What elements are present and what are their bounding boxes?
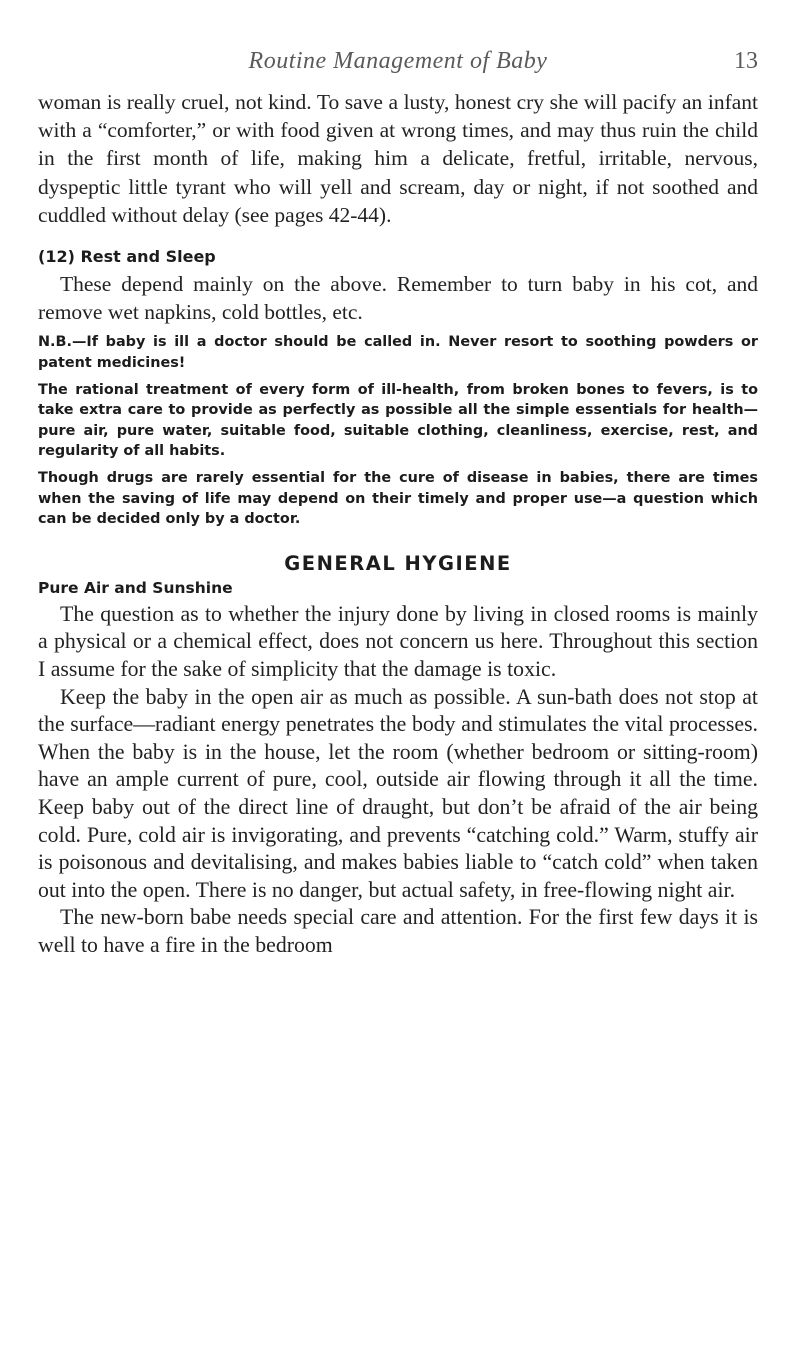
- nb-note: N.B.—If baby is ill a doctor should be called in. Never resort to soothing powders or patent medicines!: [38, 334, 758, 372]
- hygiene-paragraph-2: Keep the baby in the open air as much as possible. A sun-bath does not stop at the surface—radiant energy penetrates the body and stimulates the vital processes. When the baby is in the house, let the room (whether bedroom or sitting-room) have an ample current of pure, cool, outside air flowing through it all the time. Keep baby out of the direct line of draught, but don’t be afraid of the air being cold. Pure, cold air is invigorating, and prevents “catching cold.” Warm, stuffy air is poisonous and devitalising, and makes babies liable to “catch cold” when taken out into the open. There is no danger, but actual safety, in free-flowing night air.: [38, 684, 758, 902]
- page-number: 13: [734, 48, 758, 74]
- rest-sleep-section: [38, 247, 758, 530]
- hygiene-paragraph-3: The new-born babe needs special care and attention. For the first few days it is well to have a fire in the bedroom: [38, 905, 758, 957]
- drugs-note: Though drugs are rarely essential for the cure of disease in babies, there are times when the saving of life may depend on their timely and proper use—a question which can be decided only by a doctor.: [38, 469, 758, 528]
- book-page: [38, 48, 758, 959]
- rest-sleep-heading: (12) Rest and Sleep: [38, 247, 216, 267]
- general-hygiene-heading: GENERAL HYGIENE: [284, 551, 512, 575]
- general-hygiene-section: [38, 552, 758, 960]
- running-title: Routine Management of Baby: [248, 48, 548, 74]
- rest-sleep-paragraph: These depend mainly on the above. Remember to turn baby in his cot, and remove wet napkins, cold bottles, etc.: [38, 272, 758, 325]
- running-head: [38, 48, 758, 88]
- rational-treatment-note: The rational treatment of every form of ill-health, from broken bones to fevers, is to take extra care to provide as perfectly as possible all the simple essentials for health—pure air, pure water, suitable food, suitable clothing, cleanliness, exercise, rest, and regularity of all habits.: [38, 381, 758, 460]
- intro-paragraph: woman is really cruel, not kind. To save a lusty, honest cry she will pacify an infant with a “comforter,” or with food given at wrong times, and may thus ruin the child in the first month of life, making him a delicate, fretful, irritable, nervous, dyspeptic little tyrant who will yell and scream, day or night, if not soothed and cuddled without delay (see pages 42-44).: [38, 90, 758, 227]
- hygiene-paragraph-1: The question as to whether the injury done by living in closed rooms is mainly a physical or a chemical effect, does not concern us here. Throughout this section I assume for the sake of simplicity that the damage is toxic.: [38, 601, 758, 681]
- pure-air-subheading: Pure Air and Sunshine: [38, 578, 233, 597]
